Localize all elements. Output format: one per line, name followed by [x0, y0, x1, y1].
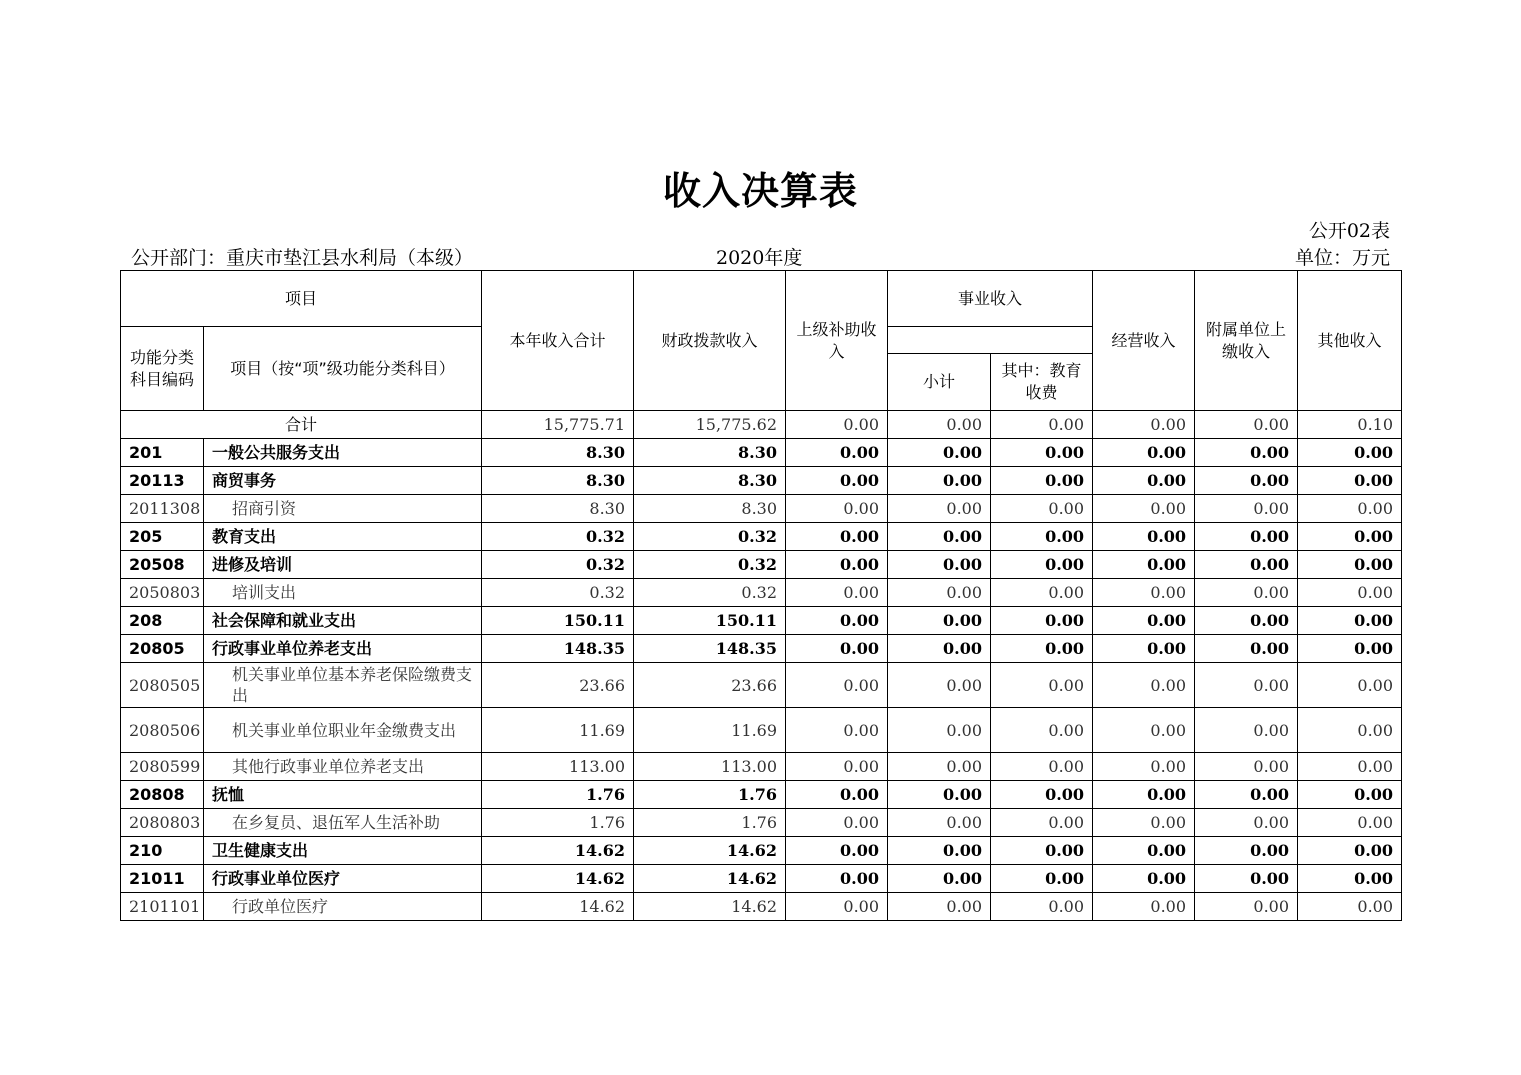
value-cell: 0.00: [888, 467, 991, 495]
value-cell: 0.00: [888, 893, 991, 921]
value-cell: 0.00: [991, 439, 1093, 467]
header-subtotal: 小计: [888, 354, 991, 411]
value-cell: 0.00: [888, 579, 991, 607]
header-code: 功能分类科目编码: [121, 327, 204, 411]
value-cell: 0.00: [1298, 837, 1402, 865]
table-row: [121, 893, 1402, 921]
value-cell: 0.00: [991, 663, 1093, 708]
value-cell: 0.00: [1195, 579, 1298, 607]
fiscal-year: 2020年度: [716, 247, 803, 269]
total-label: 合计: [121, 411, 482, 439]
code-cell: 20113: [121, 467, 204, 495]
item-name-cell: 一般公共服务支出: [204, 439, 482, 467]
value-cell: 0.00: [991, 523, 1093, 551]
value-cell: 0.00: [786, 439, 888, 467]
value-cell: 0.00: [1195, 809, 1298, 837]
value-cell: 1.76: [634, 809, 786, 837]
value-cell: 0.00: [888, 495, 991, 523]
value-cell: 0.32: [482, 523, 634, 551]
value-cell: 0.00: [991, 579, 1093, 607]
item-name-cell: 卫生健康支出: [204, 837, 482, 865]
value-cell: 0.00: [1195, 781, 1298, 809]
value-cell: 0.00: [786, 495, 888, 523]
value-cell: 0.00: [1298, 635, 1402, 663]
value-cell: 0.00: [1298, 551, 1402, 579]
value-cell: 0.00: [786, 663, 888, 708]
value-cell: 0.00: [786, 781, 888, 809]
table-row: [121, 708, 1402, 753]
value-cell: 0.00: [786, 551, 888, 579]
value-cell: 0.00: [991, 467, 1093, 495]
item-name-cell: 行政事业单位医疗: [204, 865, 482, 893]
value-cell: 0.00: [1298, 495, 1402, 523]
value-cell: 0.00: [1298, 439, 1402, 467]
value-cell: 113.00: [634, 753, 786, 781]
value-cell: 0.00: [1298, 579, 1402, 607]
table-row: [121, 523, 1402, 551]
table-row: [121, 467, 1402, 495]
item-name-cell: 行政事业单位养老支出: [204, 635, 482, 663]
code-cell: 2050803: [121, 579, 204, 607]
value-cell: 23.66: [482, 663, 634, 708]
value-cell: 0.00: [888, 663, 991, 708]
value-cell: 0.00: [1195, 865, 1298, 893]
item-name-cell: 其他行政事业单位养老支出: [204, 753, 482, 781]
value-cell: 0.00: [888, 607, 991, 635]
value-cell: 0.00: [888, 439, 991, 467]
value-cell: 0.00: [1093, 708, 1195, 753]
value-cell: 150.11: [634, 607, 786, 635]
value-cell: 1.76: [482, 809, 634, 837]
value-cell: 0.00: [786, 607, 888, 635]
code-cell: 2080506: [121, 708, 204, 753]
value-cell: 148.35: [482, 635, 634, 663]
value-cell: 0.00: [1195, 467, 1298, 495]
value-cell: 0.00: [1195, 551, 1298, 579]
value-cell: 0.00: [1298, 523, 1402, 551]
header-superior: 上级补助收入: [786, 271, 888, 411]
value-cell: 0.00: [1093, 607, 1195, 635]
form-number: 公开02表: [1308, 220, 1390, 242]
code-cell: 2080505: [121, 663, 204, 708]
value-cell: 0.00: [786, 579, 888, 607]
value-cell: 0.00: [1093, 837, 1195, 865]
value-cell: 0.00: [786, 467, 888, 495]
unit-label: 单位：万元: [1294, 247, 1390, 269]
value-cell: 0.00: [786, 893, 888, 921]
page-title: 收入决算表: [662, 169, 858, 213]
value-cell: 0.00: [1195, 607, 1298, 635]
item-name-cell: 进修及培训: [204, 551, 482, 579]
table-row: [121, 635, 1402, 663]
value-cell: 0.00: [786, 865, 888, 893]
table-row: [121, 837, 1402, 865]
value-cell: 0.32: [482, 579, 634, 607]
table-row: [121, 439, 1402, 467]
value-cell: 0.00: [786, 635, 888, 663]
department-label: 公开部门：重庆市垫江县水利局（本级）: [131, 247, 474, 269]
value-cell: 0.00: [888, 551, 991, 579]
value-cell: 14.62: [634, 893, 786, 921]
code-cell: 201: [121, 439, 204, 467]
value-cell: 1.76: [634, 781, 786, 809]
table-row: [121, 607, 1402, 635]
code-cell: 2080599: [121, 753, 204, 781]
value-cell: 0.00: [1093, 523, 1195, 551]
value-cell: 0.00: [991, 635, 1093, 663]
value-cell: 0.00: [888, 523, 991, 551]
value-cell: 0.00: [1195, 635, 1298, 663]
value-cell: 0.00: [991, 495, 1093, 523]
value-cell: 0.00: [888, 708, 991, 753]
total-cell: 0.00: [786, 411, 888, 439]
code-cell: 2080803: [121, 809, 204, 837]
item-name-cell: 商贸事务: [204, 467, 482, 495]
value-cell: 0.32: [482, 551, 634, 579]
value-cell: 0.32: [634, 551, 786, 579]
value-cell: 14.62: [482, 837, 634, 865]
value-cell: 8.30: [482, 495, 634, 523]
total-cell: 0.00: [888, 411, 991, 439]
value-cell: 0.00: [991, 607, 1093, 635]
code-cell: 20808: [121, 781, 204, 809]
total-cell: 0.00: [1195, 411, 1298, 439]
value-cell: 14.62: [634, 837, 786, 865]
header-edu: 其中：教育收费: [991, 354, 1093, 411]
value-cell: 0.00: [991, 865, 1093, 893]
value-cell: 14.62: [482, 865, 634, 893]
value-cell: 0.00: [786, 809, 888, 837]
value-cell: 0.00: [1195, 523, 1298, 551]
value-cell: 0.00: [1298, 809, 1402, 837]
total-cell: 15,775.62: [634, 411, 786, 439]
value-cell: 0.00: [1093, 865, 1195, 893]
value-cell: 0.00: [1195, 439, 1298, 467]
value-cell: 0.00: [1195, 837, 1298, 865]
value-cell: 0.00: [1093, 809, 1195, 837]
value-cell: 0.00: [1298, 753, 1402, 781]
value-cell: 0.00: [1298, 781, 1402, 809]
code-cell: 2101101: [121, 893, 204, 921]
value-cell: 0.00: [1093, 551, 1195, 579]
value-cell: 8.30: [634, 439, 786, 467]
item-name-cell: 培训支出: [204, 579, 482, 607]
value-cell: 0.00: [1093, 663, 1195, 708]
value-cell: 0.32: [634, 523, 786, 551]
value-cell: 0.00: [1093, 439, 1195, 467]
total-cell: 15,775.71: [482, 411, 634, 439]
total-cell: 0.00: [1093, 411, 1195, 439]
code-cell: 20508: [121, 551, 204, 579]
table-row: [121, 781, 1402, 809]
value-cell: 0.00: [1298, 467, 1402, 495]
total-row: [121, 411, 1402, 439]
value-cell: 0.00: [888, 753, 991, 781]
value-cell: 0.00: [1195, 663, 1298, 708]
value-cell: 0.00: [1093, 579, 1195, 607]
value-cell: 0.00: [1195, 753, 1298, 781]
item-name-cell: 机关事业单位基本养老保险缴费支出: [204, 663, 482, 708]
value-cell: 0.00: [888, 781, 991, 809]
value-cell: 14.62: [634, 865, 786, 893]
code-cell: 21011: [121, 865, 204, 893]
value-cell: 8.30: [482, 439, 634, 467]
value-cell: 0.00: [888, 865, 991, 893]
value-cell: 8.30: [634, 467, 786, 495]
value-cell: 148.35: [634, 635, 786, 663]
value-cell: 0.00: [1195, 708, 1298, 753]
value-cell: 8.30: [482, 467, 634, 495]
header-other: 其他收入: [1298, 271, 1402, 411]
code-cell: 205: [121, 523, 204, 551]
value-cell: 0.00: [1298, 607, 1402, 635]
table-row: [121, 753, 1402, 781]
value-cell: 113.00: [482, 753, 634, 781]
value-cell: 0.00: [991, 708, 1093, 753]
table-row: [121, 663, 1402, 708]
code-cell: 208: [121, 607, 204, 635]
value-cell: 0.00: [1093, 495, 1195, 523]
header-total: 本年收入合计: [482, 271, 634, 411]
value-cell: 0.00: [888, 809, 991, 837]
total-cell: 0.10: [1298, 411, 1402, 439]
value-cell: 0.00: [1298, 893, 1402, 921]
value-cell: 0.00: [1093, 753, 1195, 781]
header-operation: 经营收入: [1093, 271, 1195, 411]
value-cell: 0.00: [786, 708, 888, 753]
value-cell: 0.00: [786, 523, 888, 551]
table-row: [121, 579, 1402, 607]
table-row: [121, 809, 1402, 837]
table-body: [121, 411, 1402, 921]
value-cell: 0.00: [1298, 708, 1402, 753]
code-cell: 2011308: [121, 495, 204, 523]
item-name-cell: 在乡复员、退伍军人生活补助: [204, 809, 482, 837]
value-cell: 23.66: [634, 663, 786, 708]
value-cell: 0.00: [991, 781, 1093, 809]
item-name-cell: 行政单位医疗: [204, 893, 482, 921]
item-name-cell: 教育支出: [204, 523, 482, 551]
value-cell: 0.00: [991, 809, 1093, 837]
header-fiscal: 财政拨款收入: [634, 271, 786, 411]
item-name-cell: 社会保障和就业支出: [204, 607, 482, 635]
table-row: [121, 865, 1402, 893]
value-cell: 0.00: [786, 753, 888, 781]
header-business: 事业收入: [888, 271, 1093, 327]
income-table: [120, 270, 1402, 921]
value-cell: 0.00: [1298, 865, 1402, 893]
value-cell: 0.00: [1195, 893, 1298, 921]
value-cell: 0.00: [1093, 467, 1195, 495]
item-name-cell: 机关事业单位职业年金缴费支出: [204, 708, 482, 753]
table-header: [121, 271, 1402, 411]
value-cell: 0.00: [786, 837, 888, 865]
header-name: 项目（按“项”级功能分类科目）: [204, 327, 482, 411]
table-row: [121, 551, 1402, 579]
value-cell: 0.00: [1093, 781, 1195, 809]
value-cell: 0.00: [888, 837, 991, 865]
item-name-cell: 招商引资: [204, 495, 482, 523]
value-cell: 150.11: [482, 607, 634, 635]
header-affiliated: 附属单位上缴收入: [1195, 271, 1298, 411]
value-cell: 0.00: [1093, 893, 1195, 921]
table-row: [121, 495, 1402, 523]
code-cell: 20805: [121, 635, 204, 663]
value-cell: 0.00: [991, 893, 1093, 921]
total-cell: 0.00: [991, 411, 1093, 439]
value-cell: 0.00: [991, 753, 1093, 781]
item-name-cell: 抚恤: [204, 781, 482, 809]
code-cell: 210: [121, 837, 204, 865]
value-cell: 0.00: [888, 635, 991, 663]
header-project: 项目: [121, 271, 482, 327]
value-cell: 14.62: [482, 893, 634, 921]
value-cell: 0.00: [991, 837, 1093, 865]
value-cell: 8.30: [634, 495, 786, 523]
value-cell: 1.76: [482, 781, 634, 809]
value-cell: 0.00: [1195, 495, 1298, 523]
value-cell: 11.69: [634, 708, 786, 753]
value-cell: 0.32: [634, 579, 786, 607]
value-cell: 0.00: [991, 551, 1093, 579]
value-cell: 0.00: [1093, 635, 1195, 663]
value-cell: 11.69: [482, 708, 634, 753]
value-cell: 0.00: [1298, 663, 1402, 708]
